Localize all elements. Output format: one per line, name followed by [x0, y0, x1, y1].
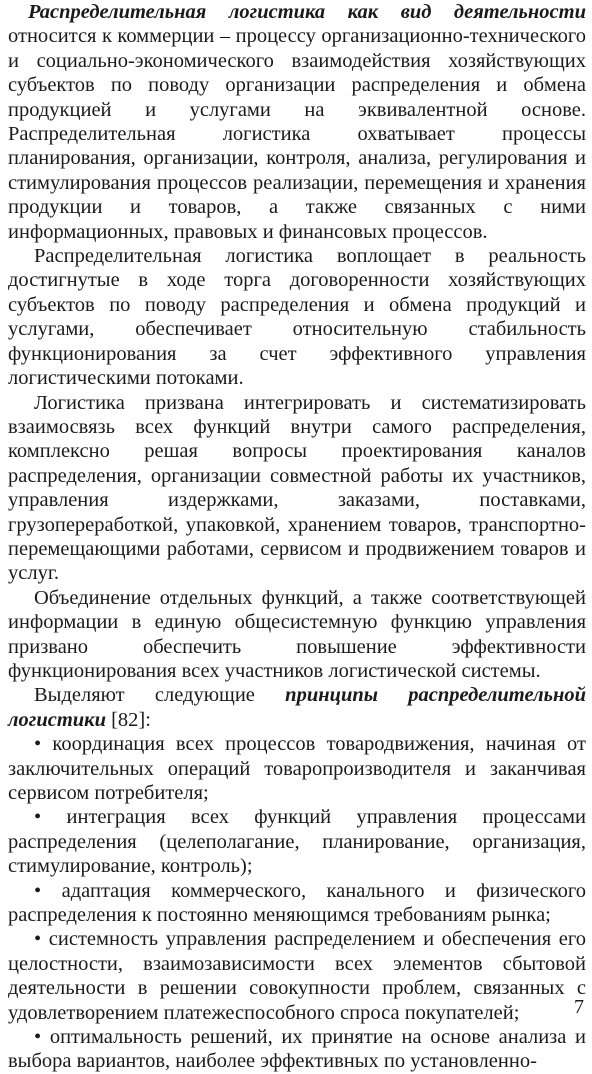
principle-item: • координация всех процессов товародвижения, начиная от заключительных операций товаропроизводителя и заканчивая сервисом потребителя;	[8, 733, 586, 804]
principle-item: • оптимальность решений, их принятие на основе анализа и выбора вариантов, наиболее эффективных по установленно-	[8, 1026, 586, 1073]
paragraph-unification: Объединение отдельных функций, а также соответствующей информации в единую общесистемную функцию управления призвано обеспечить повышение эффективности функционирования всех участников логистической системы.	[8, 586, 586, 682]
paragraph-definition	[8, 0, 586, 244]
paragraph-principles-intro	[8, 683, 586, 732]
term-principles: принципы распределительной логистики	[8, 684, 586, 731]
principle-item: • интеграция всех функций управления процессами распределения (целеполагание, планирование, организация, стимулирование, контроль);	[8, 806, 586, 878]
principles-reference: [82]:	[105, 708, 151, 731]
term-distribution-logistics: Распределительная логистика как вид деятельности	[28, 1, 586, 23]
paragraph-definition-text: относится к коммерции – процессу организационно-технического и социально-экономического взаимодействия хозяйствующих субъектов по поводу организации распределения и обмена продукцией и услугами на эквивалентной основе. Распределительная логистика охватывает процессы планирования, организации, контроля, анализа, регулирования и стимулирования процессов реализации, перемещения и хранения продукции и товаров, а также связанных с ними информационных, правовых и финансовых процессов.	[8, 25, 586, 243]
paragraph-integration: Логистика призвана интегрировать и систематизировать взаимосвязь всех функций внутри самого распределения, комплексно решая вопросы проектирования каналов распределения, организации совместной работы их участников, управления издержками, заказами, поставками, грузопереработкой, упаковкой, хранением товаров, транспортно-перемещающими работами, сервисом и продвижением товаров и услуг.	[8, 391, 586, 585]
principle-item: • адаптация коммерческого, канального и физического распределения к постоянно меняющимся требованиям рынка;	[8, 879, 586, 927]
page-number: 7	[574, 996, 584, 1018]
principle-item: • системность управления распределением и обеспечения его целостности, взаимозависимости всех элементов сбытовой деятельности в решении совокупности проблем, связанных с удовлетворением платежеспособного спроса покупателей;	[8, 928, 586, 1024]
paragraph-implementation: Распределительная логистика воплощает в реальность достигнутые в ходе торга договоренности хозяйствующих субъектов по поводу распределения и обмена продукций и услугами, обеспечивает относительную стабильность функционирования за счет эффективного управления логистическими потоками.	[8, 245, 586, 390]
principles-intro-lead: Выделяют следующие	[34, 684, 286, 707]
page-body	[8, 0, 586, 1074]
